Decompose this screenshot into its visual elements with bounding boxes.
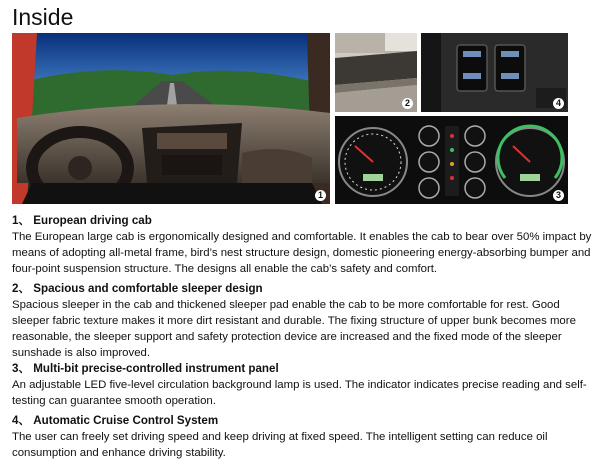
sleeper-photo	[335, 33, 417, 112]
cruise-control-photo	[421, 33, 568, 112]
photo-number-badge: 3	[553, 190, 564, 201]
section-heading: 1、 European driving cab	[12, 214, 152, 227]
section-heading: 4、 Automatic Cruise Control System	[12, 414, 219, 427]
section-instrument-panel	[12, 361, 596, 409]
section-body: The European large cab is ergonomically designed and comfortable. It enables the cab to bear over 50% impact by means of adopting all-metal frame, bird’s nest structure design, domestic pioneering energy-absorbing bumper and four-point suspension structure. The designs all enable the cab’s safety and comfort.	[12, 231, 592, 275]
section-european-driving-cab	[12, 213, 596, 277]
instrument-panel-photo	[335, 116, 568, 204]
section-heading: 2、 Spacious and comfortable sleeper design	[12, 282, 263, 295]
section-heading: 3、 Multi-bit precise-controlled instrument panel	[12, 362, 279, 375]
section-body: Spacious sleeper in the cab and thickened sleeper pad enable the cab to be more comfortable for rest. Good sleeper fabric texture makes it more dirt resistant and durable. The fixing structure of upper bunk becomes more reasonable, the sleeper support and safety protection device are increased and the fixed mode of the sleeper sunshade is also improved.	[12, 299, 576, 359]
section-body: An adjustable LED five-level circulation background lamp is used. The indicator indicates precise reading and self-testing can guarantee smooth operation.	[12, 379, 587, 407]
section-sleeper-design	[12, 281, 596, 361]
section-cruise-control	[12, 413, 596, 461]
photo-number-badge: 1	[315, 190, 326, 201]
page-title: Inside	[12, 4, 74, 30]
section-body: The user can freely set driving speed and keep driving at fixed speed. The intelligent setting can reduce oil consumption and enhance driving stability.	[12, 431, 548, 459]
cab-interior-photo	[12, 33, 330, 204]
photo-number-badge: 4	[553, 98, 564, 109]
photo-number-badge: 2	[402, 98, 413, 109]
